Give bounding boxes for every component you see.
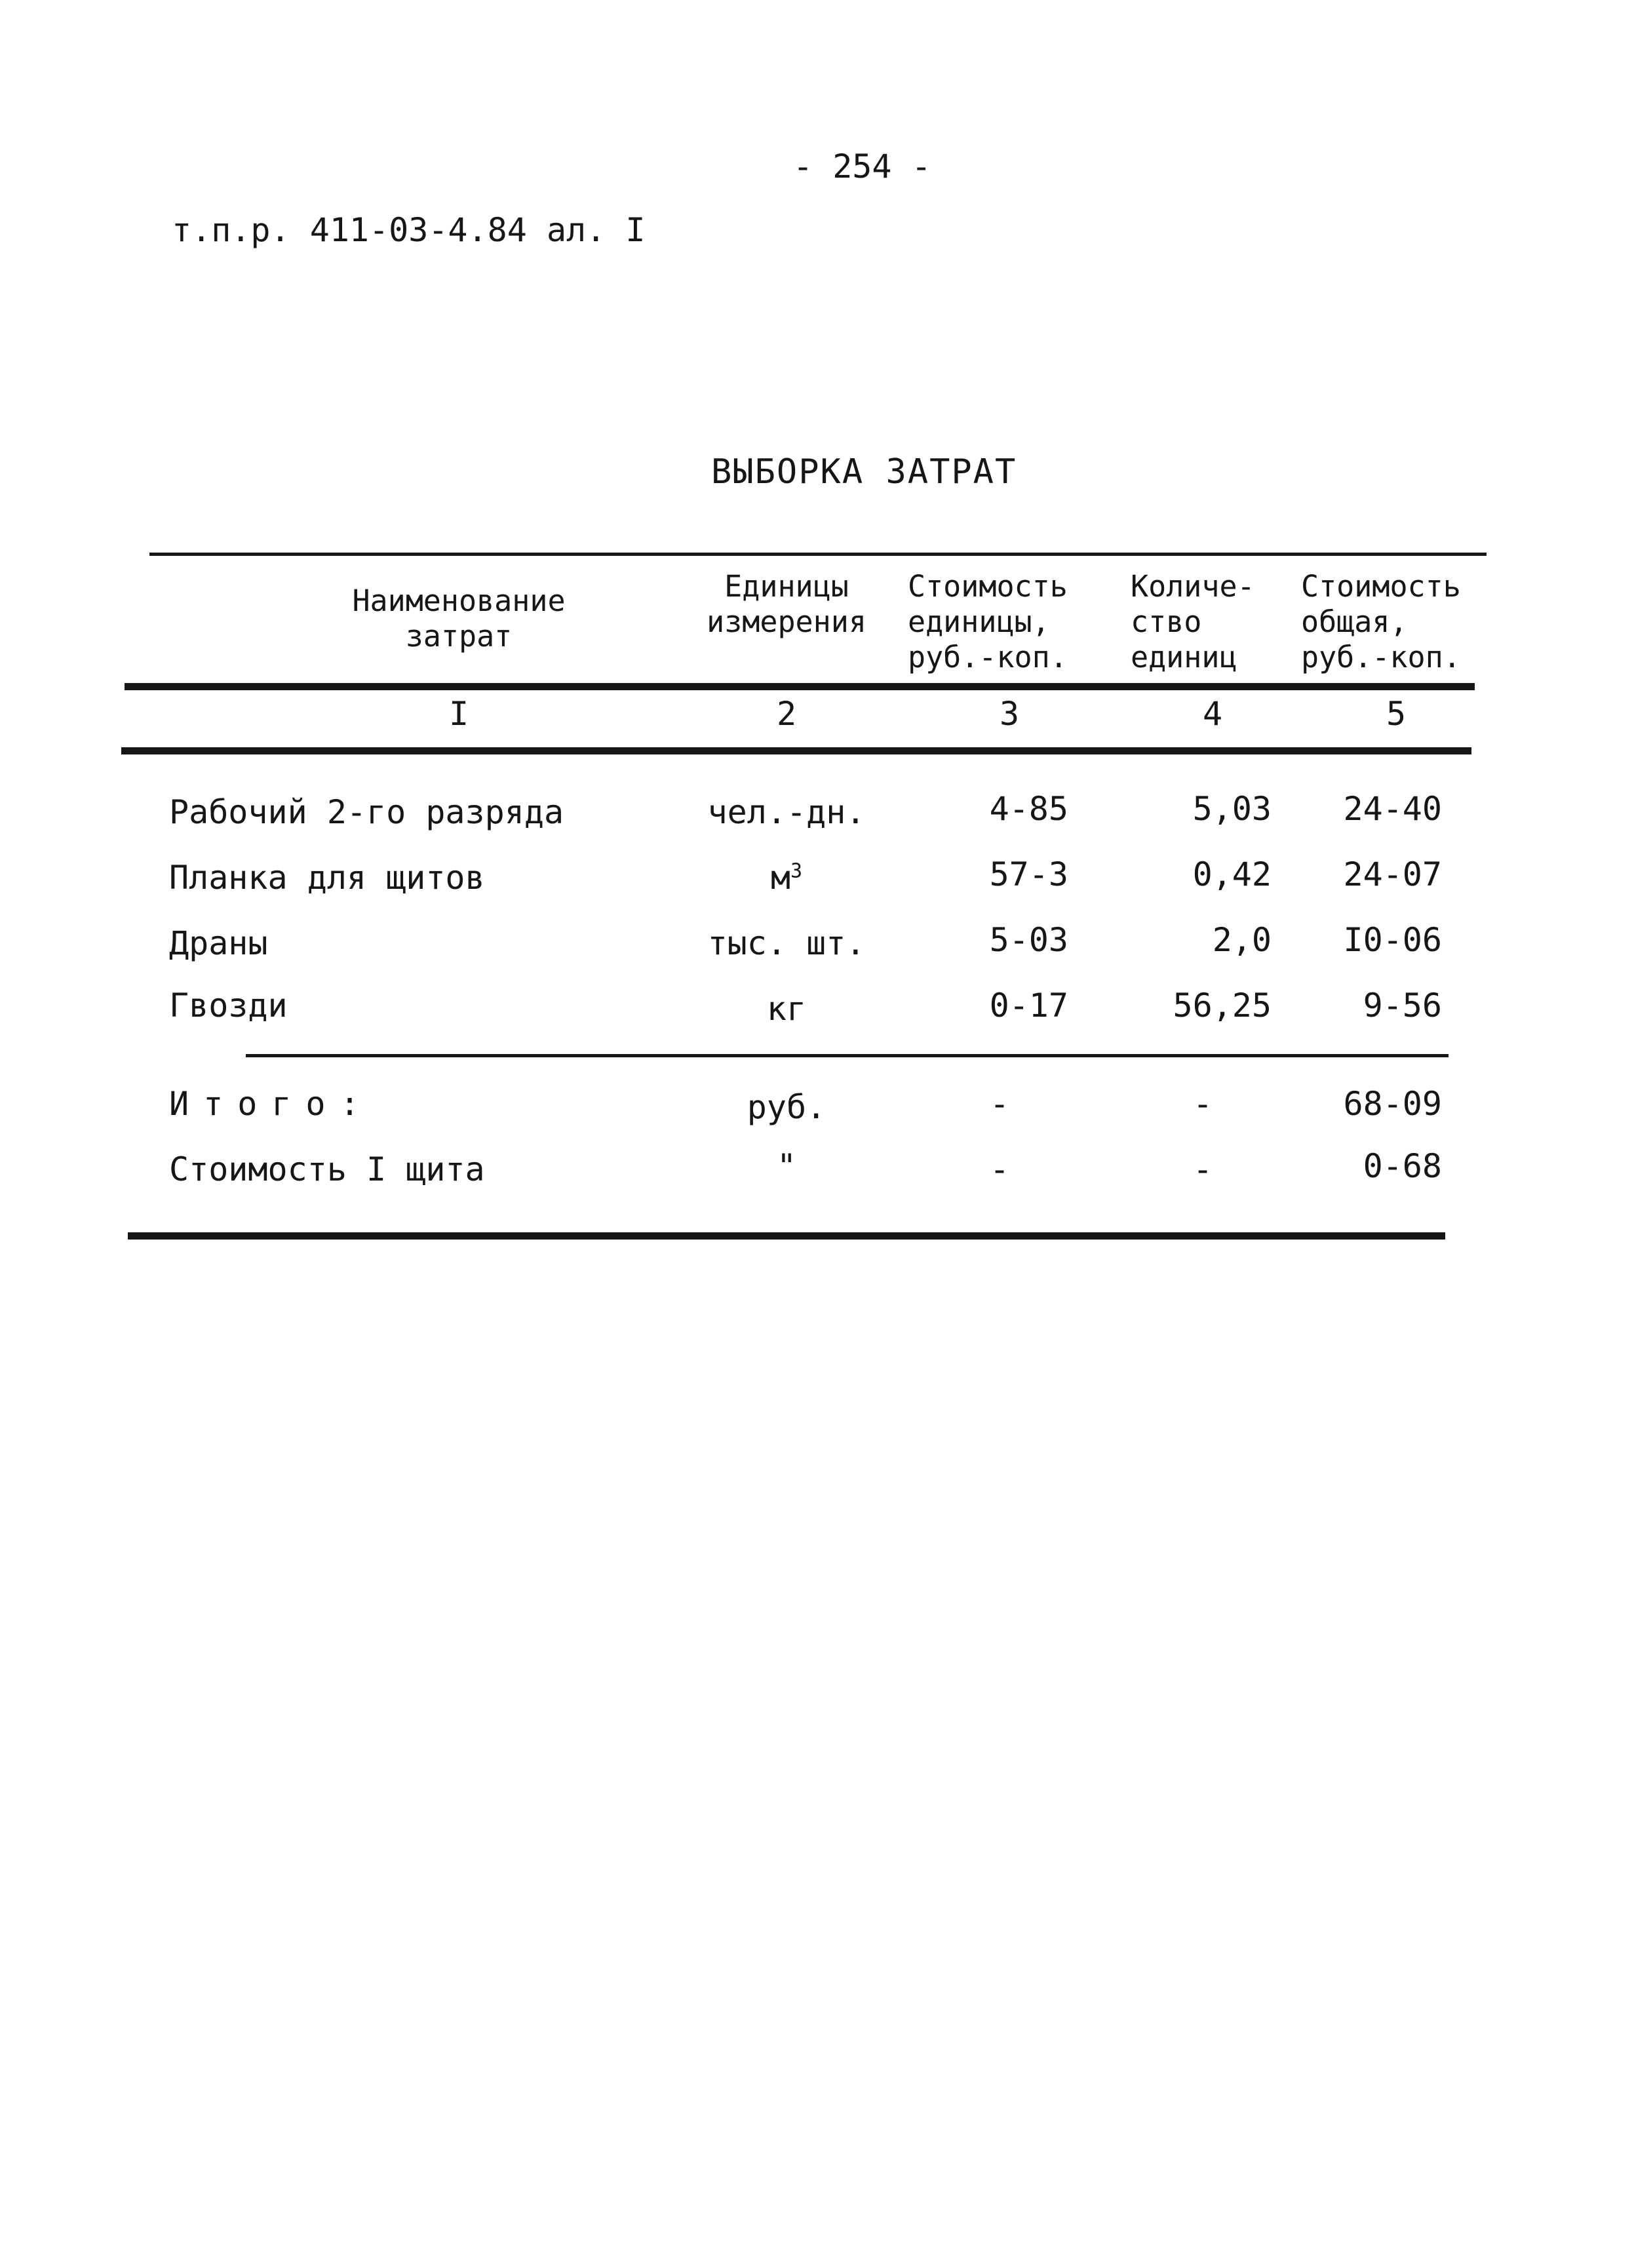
row-unit: тыс. шт. bbox=[707, 924, 866, 962]
summary-unit-price: - bbox=[989, 1150, 1010, 1188]
summary-name: Итого: bbox=[169, 1085, 374, 1123]
summary-quantity: - bbox=[1192, 1150, 1213, 1188]
row-unit-price: 57-3 bbox=[989, 855, 1068, 893]
row-unit-price: 0-17 bbox=[989, 987, 1068, 1025]
summary-unit: руб. bbox=[747, 1088, 827, 1126]
summary-total: 0-68 bbox=[1363, 1147, 1442, 1185]
header-quantity: Количе- ство единиц bbox=[1131, 569, 1255, 675]
row-name: Планка для щитов bbox=[169, 859, 485, 897]
header-unit: Единицы измерения bbox=[707, 569, 866, 639]
header-cost-name: Наименование затрат bbox=[352, 583, 566, 654]
row-total: 24-07 bbox=[1343, 855, 1442, 893]
row-unit-price: 4-85 bbox=[989, 790, 1068, 828]
header-unit-price: Стоимость единицы, руб.-коп. bbox=[908, 569, 1068, 675]
summary-total: 68-09 bbox=[1343, 1085, 1442, 1123]
column-number-1: I bbox=[448, 695, 469, 733]
row-unit-superscript: 3 bbox=[790, 859, 803, 883]
column-number-3: 3 bbox=[999, 695, 1020, 733]
table-bottom-rule bbox=[128, 1232, 1445, 1240]
row-quantity: 5,03 bbox=[1192, 790, 1272, 828]
summary-quantity: - bbox=[1192, 1085, 1213, 1123]
column-number-5: 5 bbox=[1386, 695, 1407, 733]
column-numbers-bottom-rule bbox=[121, 747, 1471, 754]
page-number: - 254 - bbox=[793, 147, 931, 186]
document-title: ВЫБОРКА ЗАТРАТ bbox=[711, 452, 1017, 492]
row-total: I0-06 bbox=[1343, 921, 1442, 959]
summary-unit-price: - bbox=[989, 1085, 1010, 1123]
row-name: Рабочий 2-го разряда bbox=[169, 793, 564, 831]
row-name: Гвозди bbox=[169, 987, 288, 1025]
column-number-2: 2 bbox=[776, 695, 797, 733]
summary-name: Стоимость I щита bbox=[169, 1150, 485, 1188]
column-number-4: 4 bbox=[1202, 695, 1223, 733]
row-total: 9-56 bbox=[1363, 987, 1442, 1025]
row-name: Драны bbox=[169, 924, 268, 962]
row-unit: кг bbox=[766, 990, 807, 1028]
row-total: 24-40 bbox=[1343, 790, 1442, 828]
document-reference: т.п.р. 411-03-4.84 ал. I bbox=[172, 211, 646, 249]
row-quantity: 56,25 bbox=[1173, 987, 1272, 1025]
row-quantity: 0,42 bbox=[1192, 855, 1272, 893]
table-top-rule bbox=[149, 553, 1487, 556]
header-bottom-rule bbox=[125, 683, 1475, 690]
row-quantity: 2,0 bbox=[1212, 921, 1272, 959]
row-unit: чел.-дн. bbox=[707, 793, 866, 831]
row-unit-price: 5-03 bbox=[989, 921, 1068, 959]
header-total-cost: Стоимость общая, руб.-коп. bbox=[1301, 569, 1461, 675]
row-unit-base: м bbox=[770, 859, 791, 897]
totals-separator-rule bbox=[246, 1054, 1449, 1057]
summary-unit: " bbox=[776, 1147, 797, 1185]
